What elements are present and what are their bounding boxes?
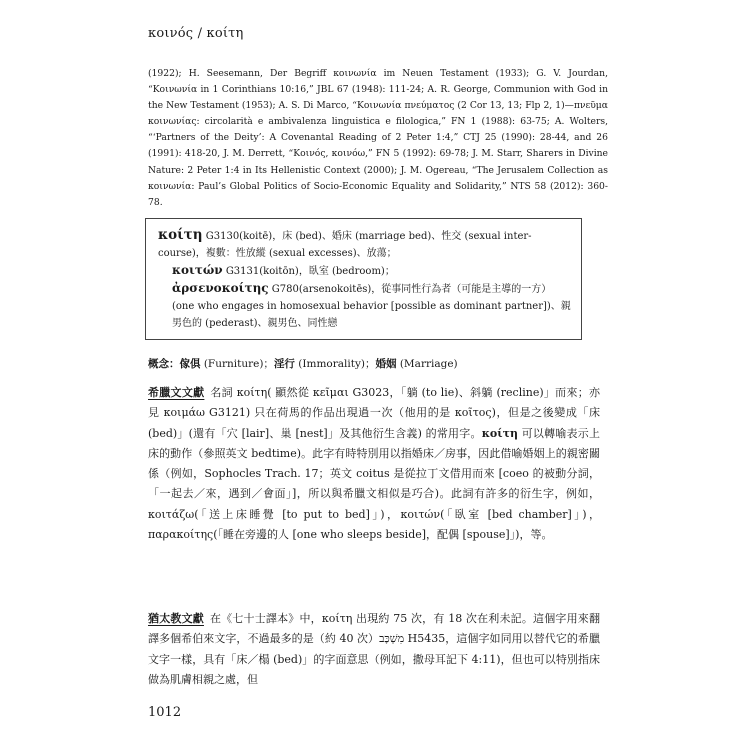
running-head: κοινός / κοίτη xyxy=(148,26,244,41)
section-heading-jewish: 猶太教文獻 xyxy=(148,612,204,625)
concept-2-en: (Immorality)； xyxy=(294,358,376,370)
section-greek-literature xyxy=(148,383,600,545)
section-greek-paragraph xyxy=(148,383,600,545)
section-jewish-text: 在《七十士譯本》中，κοίτη 出現約 75 次，有 18 次在利未記。這個字用來翻譯多個希伯來文字，不過最多的是（約 40 次）מִשְׁכָּב H5435，這個字如同用以替代它的希臘文字一樣，具有「床／榻 (bed)」的字面意思（例如，撒母耳記下 4:11)，但也可以特別指床做為肌膚相親之處，但 xyxy=(148,612,600,686)
entry-related-word-1 xyxy=(158,262,571,280)
related-lemma-1: κοιτών xyxy=(172,263,223,277)
concept-3: 婚姻 xyxy=(375,358,397,370)
concept-1-en: (Furniture)； xyxy=(200,358,274,370)
entry-lemma: κοίτη xyxy=(158,227,203,243)
entry-definition: G3130(koitē)，床 (bed)、婚床 (marriage bed)、性交 (sexual inter-course)，複數：性放縱 (sexual excesses)、放蕩； xyxy=(158,231,532,259)
section-greek-term: κοίτη xyxy=(481,426,518,440)
section-jewish-literature xyxy=(148,609,600,690)
section-greek-text-2: 可以轉喻表示上床的動作（參照英文 bedtime)。此字有時特別用以指婚床／房事，因此借喻婚姻上的親密關係（例如，Sophocles Trach. 17；英文 coitus 是從拉丁文借用而來 [coeo 的被動分詞，「一起去／來，遇到／會面」]，所以與希臘文相似是巧合)。此詞有許多的衍生字，例如，κοιτάζω(「送上床睡覺 [to put to bed]」)，κοιτών(「臥室 [bed chamber]」)，παρακοίτης(「睡在旁邊的人 [one who sleeps beside]，配偶 [spouse]」)，等。 xyxy=(148,426,600,542)
bibliography-paragraph xyxy=(148,66,608,211)
related-definition-2: G780(arsenokoitēs)，從事同性行為者（可能是主導的一方）(one who engages in homosexual behavior [possible as dominant partner])、親男色的 (pederast)、親男色、同性戀 xyxy=(172,284,571,329)
entry-related-word-2 xyxy=(158,280,571,332)
related-lemma-2: ἀρσενοκοίτης xyxy=(172,281,269,295)
entry-main-line xyxy=(158,227,571,262)
lexicon-entry-box xyxy=(145,218,582,340)
concept-2: 淫行 xyxy=(273,358,295,370)
section-greek-text-1: 名詞 κοίτη( 顯然從 κεῖμαι G3023，「躺 (to lie)、斜躺 (recline)」而來；亦見 κοιμάω G3121) 只在荷馬的作品出現過一次（他用的是 κοῖτος)，但是之後變成「床 (bed)」(還有「穴 [lair]、巢 [nest]」及其他衍生含義) 的常用字。 xyxy=(148,386,601,440)
section-heading-greek: 希臘文文獻 xyxy=(148,386,205,399)
concepts-line xyxy=(148,356,458,371)
concepts-label: 概念： xyxy=(148,358,180,370)
concept-1: 傢俱 xyxy=(179,358,201,370)
page-number: 1012 xyxy=(148,705,182,720)
related-definition-1: G3131(koitōn)，臥室 (bedroom)； xyxy=(222,266,395,277)
bibliography-text: (1922); H. Seesemann, Der Begriff κοινωνία im Neuen Testament (1933); G. V. Jourdan, “Κοινωνία in 1 Corinthians 10:16,” JBL 67 (1948): 111-24; A. R. George, Communion with God in the New Testament (1953); A. S. Di Marco, “Κοινωνία πνεύματος (2 Cor 13, 13; Flp 2, 1)—πνεῦμα κοινωνίας: circolarità e ambivalenza linguistica e filologica,” FN 1 (1988): 63-75; A. Wolters, “‘Partners of the Deity’: A Covenantal Reading of 2 Peter 1:4,” CTJ 25 (1990): 28-44, and 26 (1991): 418-20, J. M. Derrett, “Κοινός, κοινόω,” FN 5 (1992): 69-78; J. M. Starr, Sharers in Divine Nature: 2 Peter 1:4 in Its Hellenistic Context (2000); J. M. Ogereau, “The Jerusalem Collection as κοινωνία: Paul’s Global Politics of Socio-Economic Equality and Solidarity,” NTS 58 (2012): 360-78. xyxy=(148,68,608,208)
section-jewish-paragraph xyxy=(148,609,600,690)
concept-3-en: (Marriage) xyxy=(396,358,458,370)
